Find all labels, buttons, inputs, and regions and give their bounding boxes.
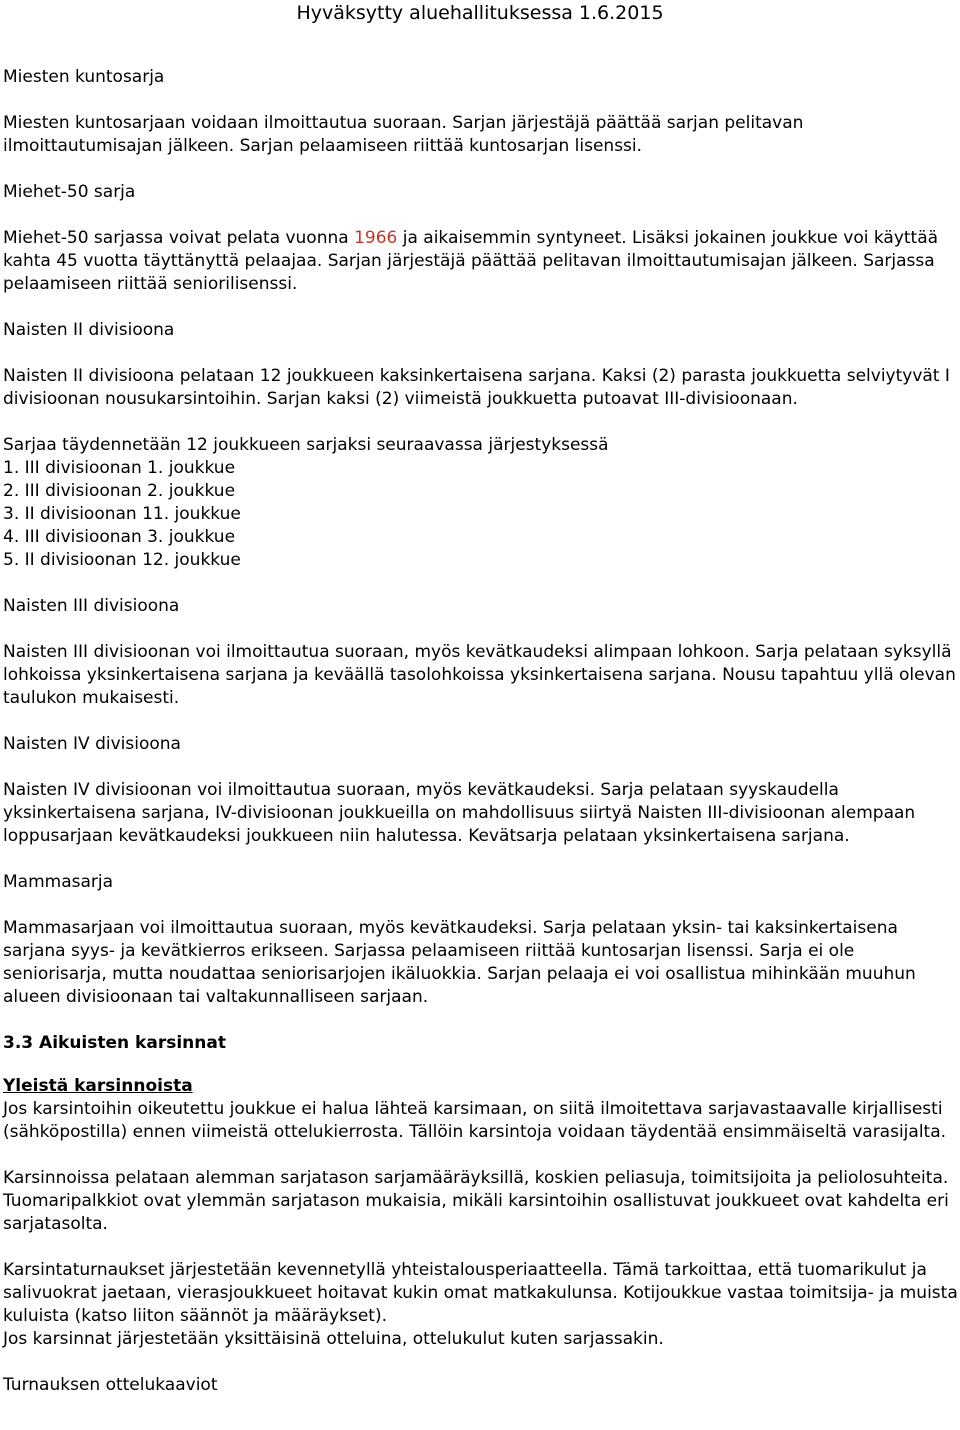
section-heading-miesten-kuntosarja: Miesten kuntosarja <box>3 67 165 87</box>
paragraph-miesten-kuntosarja: Miesten kuntosarjaan voidaan ilmoittautua suoraan. Sarjan järjestäjä päättää sarjan pelitavan ilmoittautumisajan jälkeen. Sarjan pelaamiseen riittää kuntosarjan lisenssi. <box>3 113 804 156</box>
paragraph-naisten-iv: Naisten IV divisioonan voi ilmoittautua suoraan, myös kevätkaudeksi. Sarja pelataan syyskaudella yksinkertaisena sarjana, IV-divisioonan joukkueilla on mahdollisuus siirtyä Naisten III-divisioonan alempaan loppusarjaan kevätkaudeksi joukkueen niin halutessa. Kevätsarja pelataan yksinkertaisena sarjana. <box>3 780 916 846</box>
list-item: 4. III divisioonan 3. joukkue <box>3 527 236 547</box>
paragraph-karsinnat-2: Karsinnoissa pelataan alemman sarjatason sarjamääräyksillä, koskien peliasuja, toimitsijoita ja peliolosuhteita. Tuomaripalkkiot ovat ylemmän sarjatason mukaisia, mikäli karsintoihin osallistuvat joukkueet ovat kahdelta eri sarjatasolta. <box>3 1168 949 1234</box>
section-heading-naisten-ii: Naisten II divisioona <box>3 320 175 340</box>
miehet50-year: 1966 <box>354 228 398 248</box>
list-intro: Sarjaa täydennetään 12 joukkueen sarjaksi seuraavassa järjestyksessä <box>3 435 609 455</box>
list-item: 1. III divisioonan 1. joukkue <box>3 458 236 478</box>
naisten-ii-fill-list <box>3 434 960 572</box>
paragraph-karsinnat-1: Jos karsintoihin oikeutettu joukkue ei halua lähteä karsimaan, on siitä ilmoitettava sarjavastaavalle kirjallisesti (sähköpostilla) ennen viimeistä ottelukierrosta. Tällöin karsintoja voidaan täydentää ensimmäiseltä varasijalta. <box>3 1099 947 1142</box>
page-header: Hyväksytty aluehallituksessa 1.6.2015 <box>296 2 664 24</box>
paragraph-mammasarja: Mammasarjaan voi ilmoittautua suoraan, myös kevätkaudeksi. Sarja pelataan yksin- tai kaksinkertaisena sarjana syys- ja kevätkierros erikseen. Sarjassa pelaamiseen riittää kuntosarjan lisenssi. Sarja ei ole seniorisarja, mutta noudattaa seniorisarjojen ikäluokkia. Sarjan pelaaja ei voi osallistua mihinkään muuhun alueen divisioonaan tai valtakunnalliseen sarjaan. <box>3 918 916 1007</box>
miehet50-text-after: ja aikaisemmin syntyneet. Lisäksi jokainen joukkue voi käyttää kahta 45 vuotta täyttänyttä pelaajaa. Sarjan järjestäjä päättää pelitavan ilmoittautumisajan jälkeen. Sarjassa pelaamiseen riittää seniorilisenssi. <box>3 228 939 294</box>
list-item: 5. II divisioonan 12. joukkue <box>3 550 241 570</box>
section-heading-mammasarja: Mammasarja <box>3 872 114 892</box>
section-heading-turnauksen: Turnauksen ottelukaaviot <box>3 1375 218 1395</box>
list-item: 2. III divisioonan 2. joukkue <box>3 481 236 501</box>
section-heading-naisten-iii: Naisten III divisioona <box>3 596 180 616</box>
paragraph-karsinnat-3: Karsintaturnaukset järjestetään kevennetyllä yhteistalousperiaatteella. Tämä tarkoittaa, että tuomarikulut ja salivuokrat jaetaan, vierasjoukkueet hoitavat kukin omat matkakulunsa. Kotijoukkue vastaa toimitsija- ja muista kuluista (katso liiton säännöt ja määräykset). <box>3 1260 958 1326</box>
section-heading-naisten-iv: Naisten IV divisioona <box>3 734 181 754</box>
section-heading-miehet50: Miehet-50 sarja <box>3 182 136 202</box>
list-item: 3. II divisioonan 11. joukkue <box>3 504 241 524</box>
paragraph-naisten-ii: Naisten II divisioona pelataan 12 joukkueen kaksinkertaisena sarjana. Kaksi (2) parasta joukkuetta selviytyvät I divisioonan nousukarsintoihin. Sarjan kaksi (2) viimeistä joukkuetta putoavat III-divisioonaan. <box>3 366 950 409</box>
document-body <box>3 66 960 1397</box>
section-title-aikuisten-karsinnat: 3.3 Aikuisten karsinnat <box>3 1033 226 1053</box>
paragraph-miehet50 <box>3 227 960 296</box>
paragraph-karsinnat-4: Jos karsinnat järjestetään yksittäisinä otteluina, ottelukulut kuten sarjassakin. <box>3 1329 664 1349</box>
miehet50-text-before: Miehet-50 sarjassa voivat pelata vuonna <box>3 228 355 248</box>
paragraph-naisten-iii: Naisten III divisioonan voi ilmoittautua suoraan, myös kevätkaudeksi alimpaan lohkoon. Sarja pelataan syksyllä lohkoissa yksinkertaisena sarjana ja keväällä tasolohkoissa yksinkertaisena sarjana. Nousu tapahtuu yllä olevan taulukon mukaisesti. <box>3 642 956 708</box>
subsection-title-yleista: Yleistä karsinnoista <box>3 1076 193 1096</box>
